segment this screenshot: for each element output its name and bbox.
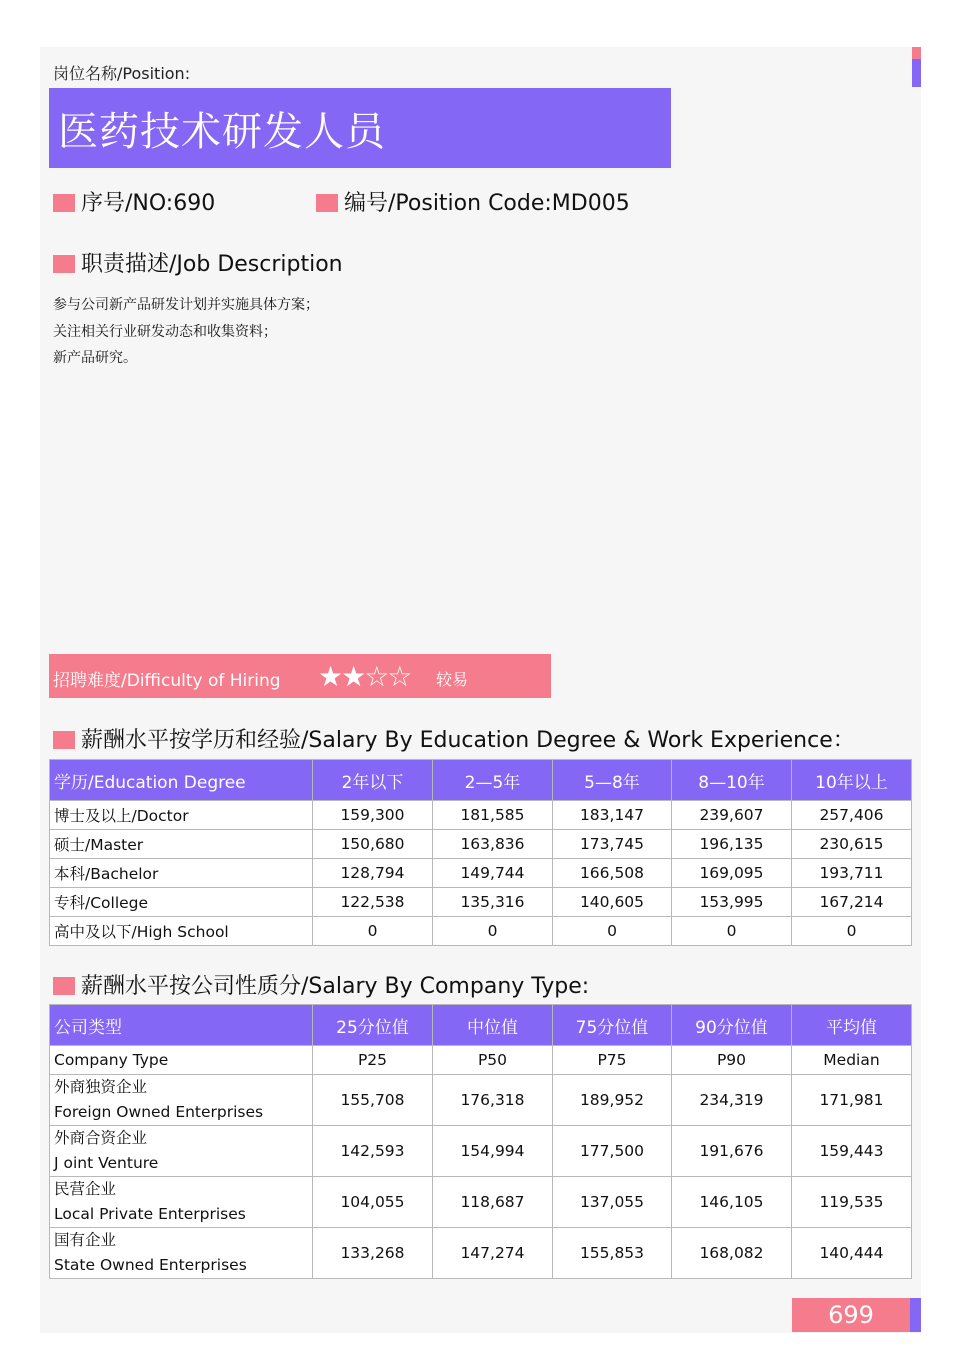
table-row — [50, 801, 912, 830]
column-header: 90分位值 — [672, 1005, 792, 1046]
column-header: 25分位值 — [313, 1005, 433, 1046]
job-description-line: 关注相关行业研发动态和收集资料； — [53, 323, 277, 340]
column-header: 2年以下 — [313, 760, 433, 801]
table-cell: 133,268 — [313, 1228, 433, 1279]
table-cell: 0 — [433, 917, 553, 946]
column-header: 2—5年 — [433, 760, 553, 801]
column-header: 学历/Education Degree — [50, 760, 313, 801]
table-cell: 166,508 — [553, 859, 672, 888]
table-cell: 159,443 — [792, 1126, 912, 1177]
table-cell: 155,708 — [313, 1075, 433, 1126]
table-cell: 140,444 — [792, 1228, 912, 1279]
education-salary-table — [49, 759, 912, 946]
table-cell: Median — [792, 1046, 912, 1075]
table-cell: 146,105 — [672, 1177, 792, 1228]
page-number: 699 — [792, 1298, 910, 1332]
table-cell: 142,593 — [313, 1126, 433, 1177]
table-cell: 119,535 — [792, 1177, 912, 1228]
serial-number: 序号/NO:690 — [53, 186, 215, 217]
table-cell: 122,538 — [313, 888, 433, 917]
table-cell: 173,745 — [553, 830, 672, 859]
table-cell: 128,794 — [313, 859, 433, 888]
table-cell: P75 — [553, 1046, 672, 1075]
table-cell: 0 — [313, 917, 433, 946]
table-cell: 147,274 — [433, 1228, 553, 1279]
column-header: 公司类型 — [50, 1005, 313, 1046]
table-cell: 140,605 — [553, 888, 672, 917]
row-label: 本科/Bachelor — [50, 859, 313, 888]
table-cell: 150,680 — [313, 830, 433, 859]
table-cell: 137,055 — [553, 1177, 672, 1228]
row-label: 硕士/Master — [50, 830, 313, 859]
row-label: Company Type — [50, 1046, 313, 1075]
table-cell: 177,500 — [553, 1126, 672, 1177]
table-row — [50, 888, 912, 917]
position-code: 编号/Position Code:MD005 — [316, 186, 630, 217]
table-header-row — [50, 1005, 912, 1046]
bullet-square-icon — [53, 255, 75, 273]
table-cell: 183,147 — [553, 801, 672, 830]
page-title: 医药技术研发人员 — [58, 109, 386, 155]
corner-accent — [912, 47, 921, 87]
table-cell: 155,853 — [553, 1228, 672, 1279]
job-description — [53, 292, 319, 372]
table-row — [50, 1228, 912, 1279]
position-label: 岗位名称/Position: — [53, 64, 191, 83]
row-label: 外商合资企业 J oint Venture — [50, 1126, 313, 1177]
column-header: 中位值 — [433, 1005, 553, 1046]
table-cell: 168,082 — [672, 1228, 792, 1279]
table-cell: 181,585 — [433, 801, 553, 830]
company-salary-heading: 薪酬水平按公司性质分/Salary By Company Type: — [53, 969, 589, 1000]
row-label: 专科/College — [50, 888, 313, 917]
column-header: 平均值 — [792, 1005, 912, 1046]
table-cell: 153,995 — [672, 888, 792, 917]
table-cell: 159,300 — [313, 801, 433, 830]
table-cell: 163,836 — [433, 830, 553, 859]
table-cell: 234,319 — [672, 1075, 792, 1126]
hiring-difficulty-level: 较易 — [436, 670, 469, 689]
bullet-square-icon — [316, 194, 338, 212]
table-cell: 104,055 — [313, 1177, 433, 1228]
table-row — [50, 1075, 912, 1126]
table-cell: 193,711 — [792, 859, 912, 888]
table-cell: 0 — [672, 917, 792, 946]
table-row — [50, 917, 912, 946]
table-cell: 135,316 — [433, 888, 553, 917]
table-header-row — [50, 760, 912, 801]
table-cell: 154,994 — [433, 1126, 553, 1177]
table-cell: P25 — [313, 1046, 433, 1075]
table-cell: P50 — [433, 1046, 553, 1075]
row-label: 国有企业 State Owned Enterprises — [50, 1228, 313, 1279]
job-description-line: 参与公司新产品研发计划并实施具体方案； — [53, 297, 319, 313]
column-header: 75分位值 — [553, 1005, 672, 1046]
table-cell: 189,952 — [553, 1075, 672, 1126]
row-label: 博士及以上/Doctor — [50, 801, 313, 830]
job-description-line: 新产品研究。 — [53, 350, 137, 366]
table-cell: 0 — [792, 917, 912, 946]
row-label: 高中及以下/High School — [50, 917, 313, 946]
table-cell: 257,406 — [792, 801, 912, 830]
row-label: 外商独资企业 Foreign Owned Enterprises — [50, 1075, 313, 1126]
column-header: 8—10年 — [672, 760, 792, 801]
table-cell: 169,095 — [672, 859, 792, 888]
company-salary-table — [49, 1004, 912, 1279]
table-row — [50, 859, 912, 888]
star-rating-icon: ★★☆☆ — [318, 660, 411, 693]
table-cell: 239,607 — [672, 801, 792, 830]
column-header: 5—8年 — [553, 760, 672, 801]
table-cell: P90 — [672, 1046, 792, 1075]
table-row — [50, 1177, 912, 1228]
education-salary-heading: 薪酬水平按学历和经验/Salary By Education Degree & Work Experience： — [53, 723, 855, 754]
column-header: 10年以上 — [792, 760, 912, 801]
table-cell: 0 — [553, 917, 672, 946]
table-cell: 196,135 — [672, 830, 792, 859]
table-cell: 167,214 — [792, 888, 912, 917]
table-subheader-row — [50, 1046, 912, 1075]
page-number-accent — [910, 1298, 921, 1332]
bullet-square-icon — [53, 194, 75, 212]
table-cell: 118,687 — [433, 1177, 553, 1228]
table-cell: 176,318 — [433, 1075, 553, 1126]
table-cell: 191,676 — [672, 1126, 792, 1177]
bullet-square-icon — [53, 731, 75, 749]
row-label: 民营企业 Local Private Enterprises — [50, 1177, 313, 1228]
table-cell: 149,744 — [433, 859, 553, 888]
hiring-difficulty-label: 招聘难度/Difficulty of Hiring — [53, 671, 281, 691]
bullet-square-icon — [53, 977, 75, 995]
table-cell: 230,615 — [792, 830, 912, 859]
table-row — [50, 1126, 912, 1177]
table-row — [50, 830, 912, 859]
job-description-heading: 职责描述/Job Description — [53, 247, 343, 278]
table-cell: 171,981 — [792, 1075, 912, 1126]
